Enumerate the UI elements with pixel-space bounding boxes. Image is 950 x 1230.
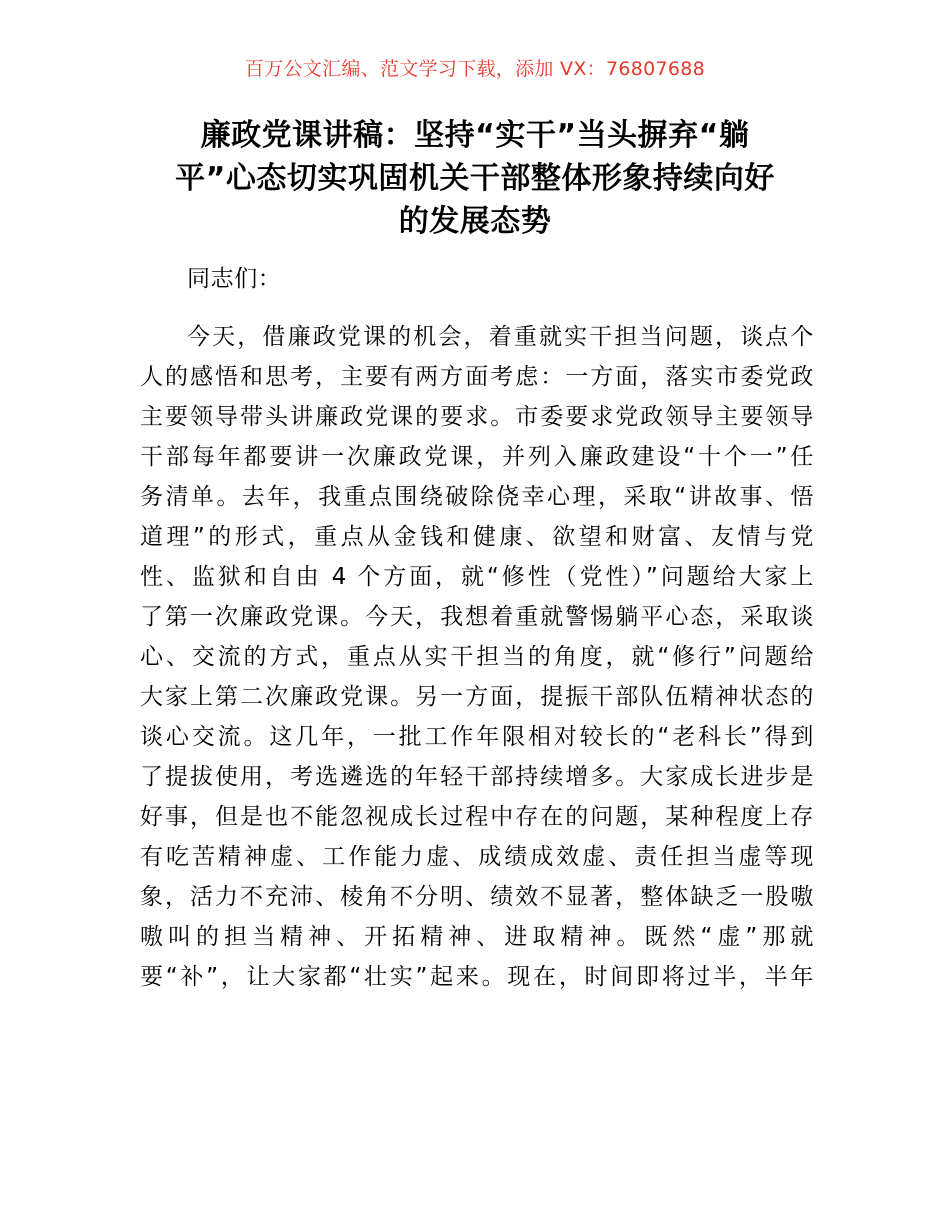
paragraph-line: 谈心交流。这几年，一批工作年限相对较长的“老科长”得到 — [140, 724, 814, 750]
paragraph-gap — [140, 299, 814, 317]
title-line: 平”心态切实巩固机关干部整体形象持续向好 — [175, 161, 775, 196]
document-title — [130, 114, 820, 243]
paragraph-line: 心、交流的方式，重点从实干担当的角度，就“修行”问题给 — [140, 644, 814, 670]
header-contact-note: 百万公文汇编、范文学习下载，添加 VX：76807688 — [244, 58, 706, 80]
salutation: 同志们： — [187, 266, 282, 292]
paragraph-line: 要“补”，让大家都“壮实”起来。现在，时间即将过半，半年 — [140, 964, 814, 990]
paragraph-line: 了第一次廉政党课。今天，我想着重就警惕躺平心态，采取谈 — [140, 604, 814, 630]
paragraph-line: 今天，借廉政党课的机会，着重就实干担当问题，谈点个 — [187, 324, 814, 350]
paragraph-line: 主要领导带头讲廉政党课的要求。市委要求党政领导主要领导 — [140, 404, 814, 430]
paragraph-line: 大家上第二次廉政党课。另一方面，提振干部队伍精神状态的 — [140, 684, 814, 710]
paragraph-line: 有吃苦精神虚、工作能力虚、成绩成效虚、责任担当虚等现 — [140, 844, 814, 870]
title-line: 廉政党课讲稿：坚持“实干”当头摒弃“躺 — [200, 118, 750, 153]
paragraph-line: 干部每年都要讲一次廉政党课，并列入廉政建设“十个一”任 — [140, 444, 814, 470]
paragraph-line: 务清单。去年，我重点围绕破除侥幸心理，采取“讲故事、悟 — [140, 484, 814, 510]
paragraph-line: 人的感悟和思考，主要有两方面考虑：一方面，落实市委党政 — [140, 364, 814, 390]
paragraph-line: 性、监狱和自由 4 个方面，就“修性（党性）”问题给大家上 — [140, 564, 814, 590]
document-body — [140, 259, 814, 997]
title-line: 的发展态势 — [398, 204, 552, 239]
paragraph-line: 嗷叫的担当精神、开拓精神、进取精神。既然“虚”那就 — [140, 924, 814, 950]
paragraph-line: 道理”的形式，重点从金钱和健康、欲望和财富、友情与党 — [140, 524, 814, 550]
paragraph-line: 了提拔使用，考选遴选的年轻干部持续增多。大家成长进步是 — [140, 764, 814, 790]
paragraph-line: 象，活力不充沛、棱角不分明、绩效不显著，整体缺乏一股嗷 — [140, 884, 814, 910]
paragraph-line: 好事，但是也不能忽视成长过程中存在的问题，某种程度上存 — [140, 804, 814, 830]
